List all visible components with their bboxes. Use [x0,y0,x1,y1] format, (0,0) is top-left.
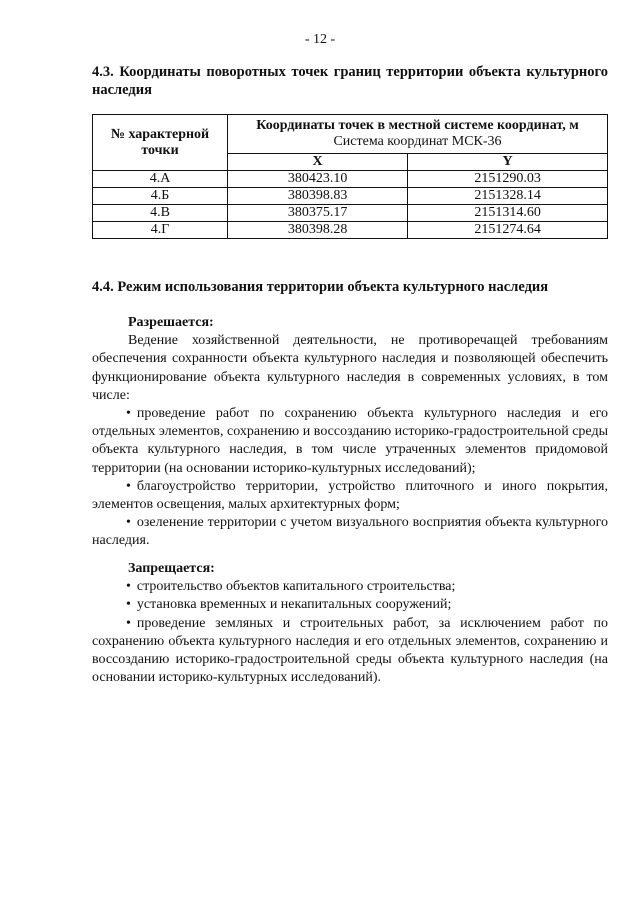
x-cell: 380375.17 [228,205,408,222]
list-item: • установка временных и некапитальных сооружений; [92,596,608,614]
header-coordinates-title: Координаты точек в местной системе координат, м [256,118,579,133]
allowed-block [92,314,608,551]
section-4-3-title: 4.3. Координаты поворотных точек границ территории объекта культурного наследия [92,64,608,98]
list-item: • благоустройство территории, устройство плиточного и иного покрытия, элементов освещения, малых архитектурных форм; [92,478,608,514]
table-row [93,188,608,205]
y-cell: 2151274.64 [408,222,608,239]
list-item: • проведение работ по сохранению объекта культурного наследия и его отдельных элементов, сохранению и воссозданию историко-градостроительной среды объекта культурного наследия, в том числе утраченных элементов придомовой территории (на основании историко-культурных исследований); [92,405,608,478]
allowed-intro: Ведение хозяйственной деятельности, не противоречащей требованиям обеспечения сохранности объекта культурного наследия и позволяющей обеспечить функционирование объекта культурного наследия в современных условиях, в том числе: [92,333,608,403]
allowed-heading: Разрешается: [128,315,214,330]
x-cell: 380398.28 [228,222,408,239]
x-cell: 380398.83 [228,188,408,205]
point-cell: 4.Г [93,222,228,239]
section-4-4-title: 4.4. Режим использования территории объекта культурного наследия [92,279,549,295]
list-item: • озеленение территории с учетом визуального восприятия объекта культурного наследия. [92,514,608,550]
coordinates-table [92,114,608,239]
forbidden-block [92,560,608,687]
header-point-number: № характерной точки [93,115,228,171]
header-coordinates [228,115,608,154]
y-cell: 2151328.14 [408,188,608,205]
forbidden-heading: Запрещается: [128,561,215,576]
list-item: • проведение земляных и строительных работ, за исключением работ по сохранению объекта культурного наследия и его отдельных элементов, сохранению и воссозданию историко-градостроительной среды объекта культурного наследия (на основании историко-культурных исследований). [92,615,608,688]
table-row [93,205,608,222]
header-x: X [228,154,408,171]
table-row [93,222,608,239]
header-coordinate-system: Система координат МСК-36 [333,134,502,149]
x-cell: 380423.10 [228,171,408,188]
point-cell: 4.В [93,205,228,222]
list-item: • строительство объектов капитального строительства; [92,578,608,596]
page-number: - 12 - [304,32,336,47]
table-row [93,171,608,188]
table-header-row [93,115,608,154]
header-y: Y [408,154,608,171]
y-cell: 2151290.03 [408,171,608,188]
y-cell: 2151314.60 [408,205,608,222]
point-cell: 4.Б [93,188,228,205]
point-cell: 4.А [93,171,228,188]
